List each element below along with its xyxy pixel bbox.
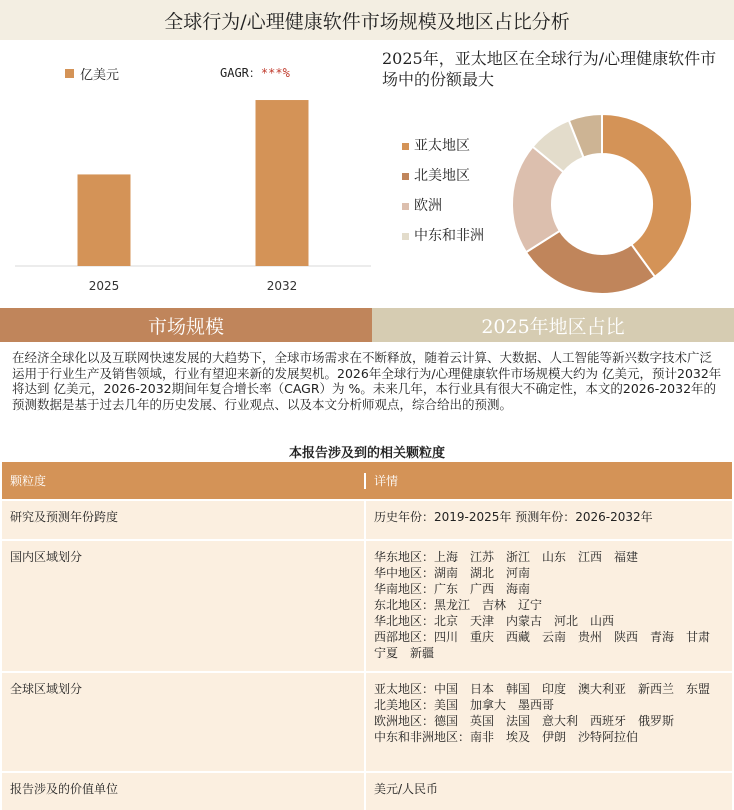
row-label: 研究及预测年份跨度 [2,501,366,539]
detail-line: 华中地区：湖南 湖北 河南 [374,566,531,580]
row-label: 国内区域划分 [2,541,366,671]
legend-swatch [402,143,409,150]
row-detail [366,541,732,671]
detail-line: 华东地区：上海 江苏 浙江 山东 江西 福建 [374,550,639,564]
legend-label: 亿美元 [80,68,120,83]
table-title: 本报告涉及到的相关颗粒度 [288,446,445,461]
row-label: 报告涉及的价值单位 [2,773,366,810]
pie-chart [504,106,700,302]
cagr-text [220,64,290,81]
pie-legend-label: 中东和非洲 [414,228,484,244]
pie-legend-item [402,136,502,156]
pie-chart-panel [372,40,734,308]
legend-swatch [402,203,409,210]
legend-swatch [402,233,409,240]
table-header-row [2,462,732,501]
bar-legend [15,64,371,84]
detail-line: 北美地区：美国 加拿大 墨西哥 [374,698,555,712]
bar-chart-panel [15,40,371,308]
pie-legend-label: 欧洲 [414,198,442,214]
intro-paragraph: 在经济全球化以及互联网快速发展的大趋势下，全球市场需求在不断释放，随着云计算、大数据、人工智能等新兴数字技术广泛运用于行业生产及销售领域，行业有望迎来新的发展契机。2026年全球行为/心理健康软件市场规模大约为 亿美元，预计2032年将达到 亿美元，2026-2032期间年复合增长率（CAGR）为 %。未来几年，本行业具有很大不确定性，本文的2026-2032年的预测数据是基于过去几年的历史发展、行业观点、以及本文分析师观点，综合给出的预测。 [12,350,722,412]
pie-legend-item [402,226,502,246]
cagr-label: GAGR： [220,66,261,80]
detail-line: 历史年份：2019-2025年 预测年份：2026-2032年 [374,510,653,524]
row-detail [366,773,732,810]
header-detail: 详情 [374,473,399,488]
chart-area [0,40,734,308]
detail-line: 东北地区：黑龙江 吉林 辽宁 [374,598,543,612]
section-market-size: 市场规模 [0,308,372,342]
pie-legend-label: 北美地区 [414,168,470,184]
bar-2032 [256,100,309,266]
x-tick-label: 2032 [266,279,298,293]
page-title: 全球行为/心理健康软件市场规模及地区占比分析 [0,0,734,40]
header-granularity: 颗粒度 [2,473,366,489]
table-row [2,501,732,541]
row-detail [366,673,732,771]
legend-swatch [65,69,74,78]
table-row [2,773,732,810]
detail-line: 美元/人民币 [374,782,439,796]
bar-2025 [78,174,131,266]
pie-legend [402,136,502,256]
detail-line: 亚太地区：中国 日本 韩国 印度 澳大利亚 新西兰 东盟 [374,682,711,696]
detail-line: 中东和非洲地区：南非 埃及 伊朗 沙特阿拉伯 [374,730,639,744]
cagr-value: ***% [260,66,290,80]
detail-line: 西部地区：四川 重庆 西藏 云南 贵州 陕西 青海 甘肃 宁夏 新疆 [374,630,723,660]
table-row [2,673,732,773]
row-detail [366,501,732,539]
x-tick-label: 2025 [88,279,120,293]
pie-title: 2025年，亚太地区在全球行为/心理健康软件市场中的份额最大 [382,49,717,89]
pie-legend-item [402,166,502,186]
section-region-share: 2025年地区占比 [372,308,734,342]
detail-line: 欧洲地区：德国 英国 法国 意大利 西班牙 俄罗斯 [374,714,675,728]
pie-legend-item [402,196,502,216]
detail-line: 华北地区：北京 天津 内蒙古 河北 山西 [374,614,615,628]
table-row [2,541,732,673]
row-label: 全球区域划分 [2,673,366,771]
pie-legend-label: 亚太地区 [414,138,470,154]
granularity-table [2,462,732,810]
legend-swatch [402,173,409,180]
detail-line: 华南地区：广东 广西 海南 [374,582,531,596]
